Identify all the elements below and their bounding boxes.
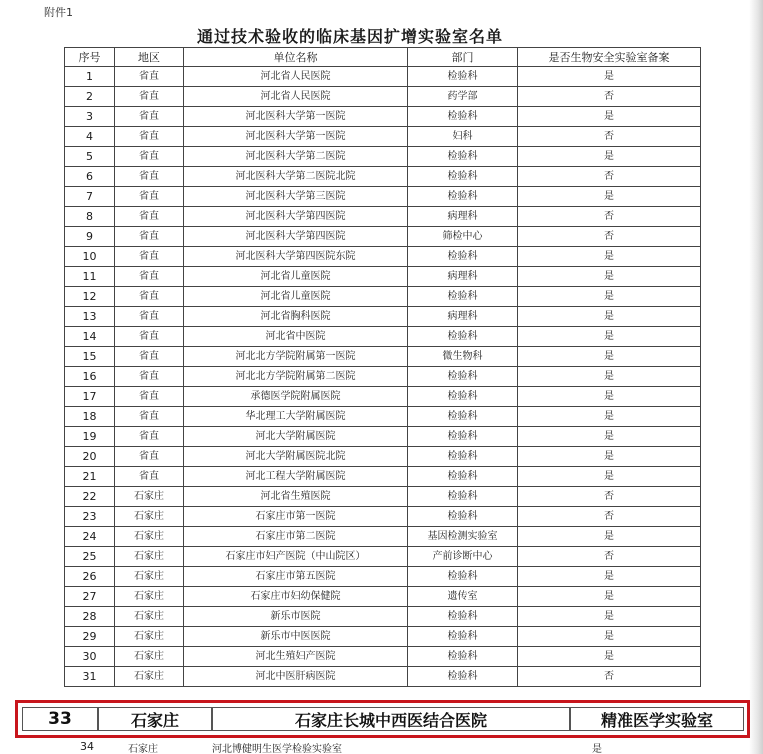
header-department: 部门 <box>408 48 518 67</box>
cell-region: 石家庄 <box>115 567 184 587</box>
cell-region: 石家庄 <box>115 627 184 647</box>
cell-biosafety-filing: 是 <box>518 447 701 467</box>
cell-biosafety-filing: 否 <box>518 167 701 187</box>
cell-department: 药学部 <box>408 87 518 107</box>
cell-department: 检验科 <box>408 507 518 527</box>
table-row <box>65 327 701 347</box>
table-row <box>65 507 701 527</box>
cell-biosafety-filing: 否 <box>518 667 701 687</box>
cell-unit-name: 河北省儿童医院 <box>184 287 408 307</box>
cell-region: 省直 <box>115 287 184 307</box>
cell-region: 石家庄 <box>115 527 184 547</box>
cell-biosafety-filing: 是 <box>518 287 701 307</box>
cell-biosafety-filing: 是 <box>518 187 701 207</box>
table-row <box>65 147 701 167</box>
cell-biosafety-filing: 是 <box>518 387 701 407</box>
cell-region: 省直 <box>115 347 184 367</box>
table-row <box>65 367 701 387</box>
row-34-region: 石家庄 <box>128 744 158 754</box>
header-region: 地区 <box>115 48 184 67</box>
cell-department: 病理科 <box>408 267 518 287</box>
cell-biosafety-filing: 否 <box>518 487 701 507</box>
table-row-34-partial <box>64 738 700 754</box>
table-row <box>65 427 701 447</box>
attachment-label: 附件1 <box>44 6 73 19</box>
cell-biosafety-filing: 是 <box>518 467 701 487</box>
cell-number: 1 <box>65 67 115 87</box>
highlight-department: 精准医学实验室 <box>570 707 744 731</box>
table-row <box>65 527 701 547</box>
cell-region: 省直 <box>115 167 184 187</box>
cell-unit-name: 河北省儿童医院 <box>184 267 408 287</box>
cell-biosafety-filing: 否 <box>518 227 701 247</box>
cell-number: 8 <box>65 207 115 227</box>
table-row <box>65 587 701 607</box>
header-unit-name: 单位名称 <box>184 48 408 67</box>
cell-department: 检验科 <box>408 107 518 127</box>
cell-biosafety-filing: 是 <box>518 247 701 267</box>
cell-department: 检验科 <box>408 487 518 507</box>
cell-biosafety-filing: 是 <box>518 67 701 87</box>
cell-department: 检验科 <box>408 167 518 187</box>
highlight-number: 33 <box>22 707 98 731</box>
cell-number: 6 <box>65 167 115 187</box>
cell-unit-name: 河北生殖妇产医院 <box>184 647 408 667</box>
cell-region: 省直 <box>115 127 184 147</box>
cell-biosafety-filing: 是 <box>518 407 701 427</box>
header-number: 序号 <box>65 48 115 67</box>
table-row <box>65 247 701 267</box>
cell-region: 省直 <box>115 67 184 87</box>
cell-region: 省直 <box>115 467 184 487</box>
cell-department: 妇科 <box>408 127 518 147</box>
laboratory-list-table <box>64 47 701 687</box>
table-row <box>65 387 701 407</box>
cell-department: 遗传室 <box>408 587 518 607</box>
cell-region: 省直 <box>115 227 184 247</box>
cell-biosafety-filing: 是 <box>518 587 701 607</box>
cell-biosafety-filing: 是 <box>518 567 701 587</box>
cell-number: 30 <box>65 647 115 667</box>
cell-department: 检验科 <box>408 387 518 407</box>
cell-unit-name: 石家庄市第一医院 <box>184 507 408 527</box>
cell-department: 微生物科 <box>408 347 518 367</box>
cell-unit-name: 石家庄市妇幼保健院 <box>184 587 408 607</box>
cell-unit-name: 石家庄市第五医院 <box>184 567 408 587</box>
cell-unit-name: 河北省人民医院 <box>184 87 408 107</box>
cell-region: 省直 <box>115 387 184 407</box>
cell-number: 31 <box>65 667 115 687</box>
table-row <box>65 547 701 567</box>
table-row <box>65 227 701 247</box>
table-row <box>65 667 701 687</box>
cell-department: 检验科 <box>408 447 518 467</box>
cell-biosafety-filing: 是 <box>518 147 701 167</box>
cell-number: 12 <box>65 287 115 307</box>
table-row <box>65 127 701 147</box>
cell-number: 2 <box>65 87 115 107</box>
cell-unit-name: 河北大学附属医院北院 <box>184 447 408 467</box>
cell-unit-name: 河北医科大学第三医院 <box>184 187 408 207</box>
table-row <box>65 407 701 427</box>
cell-unit-name: 河北大学附属医院 <box>184 427 408 447</box>
cell-unit-name: 承德医学院附属医院 <box>184 387 408 407</box>
cell-number: 18 <box>65 407 115 427</box>
cell-number: 19 <box>65 427 115 447</box>
cell-region: 省直 <box>115 407 184 427</box>
cell-region: 省直 <box>115 307 184 327</box>
cell-region: 石家庄 <box>115 667 184 687</box>
cell-department: 检验科 <box>408 667 518 687</box>
table-row <box>65 307 701 327</box>
cell-biosafety-filing: 否 <box>518 87 701 107</box>
cell-department: 检验科 <box>408 147 518 167</box>
cell-number: 11 <box>65 267 115 287</box>
cell-biosafety-filing: 是 <box>518 427 701 447</box>
cell-department: 检验科 <box>408 367 518 387</box>
cell-number: 28 <box>65 607 115 627</box>
highlight-region: 石家庄 <box>98 707 212 731</box>
cell-number: 25 <box>65 547 115 567</box>
cell-unit-name: 河北省中医院 <box>184 327 408 347</box>
cell-number: 20 <box>65 447 115 467</box>
cell-region: 省直 <box>115 367 184 387</box>
cell-department: 检验科 <box>408 247 518 267</box>
cell-number: 21 <box>65 467 115 487</box>
table-row <box>65 467 701 487</box>
cell-biosafety-filing: 否 <box>518 507 701 527</box>
table-row <box>65 207 701 227</box>
cell-biosafety-filing: 否 <box>518 127 701 147</box>
cell-number: 17 <box>65 387 115 407</box>
table-row <box>65 627 701 647</box>
cell-biosafety-filing: 是 <box>518 107 701 127</box>
cell-region: 省直 <box>115 147 184 167</box>
cell-department: 基因检测实验室 <box>408 527 518 547</box>
table-row <box>65 447 701 467</box>
cell-unit-name: 河北北方学院附属第二医院 <box>184 367 408 387</box>
cell-department: 检验科 <box>408 187 518 207</box>
cell-unit-name: 河北医科大学第四医院东院 <box>184 247 408 267</box>
cell-region: 省直 <box>115 247 184 267</box>
cell-number: 22 <box>65 487 115 507</box>
cell-unit-name: 河北省生殖医院 <box>184 487 408 507</box>
table-row <box>65 647 701 667</box>
cell-department: 检验科 <box>408 467 518 487</box>
cell-department: 检验科 <box>408 607 518 627</box>
table-row <box>65 187 701 207</box>
cell-region: 省直 <box>115 447 184 467</box>
highlighted-row-callout <box>15 700 750 738</box>
cell-department: 检验科 <box>408 567 518 587</box>
cell-region: 省直 <box>115 107 184 127</box>
table-row <box>65 67 701 87</box>
table-row <box>65 287 701 307</box>
cell-department: 筛检中心 <box>408 227 518 247</box>
table-row <box>65 107 701 127</box>
cell-unit-name: 河北医科大学第二医院 <box>184 147 408 167</box>
cell-number: 15 <box>65 347 115 367</box>
cell-number: 7 <box>65 187 115 207</box>
cell-department: 检验科 <box>408 67 518 87</box>
cell-biosafety-filing: 是 <box>518 607 701 627</box>
table-body <box>65 67 701 687</box>
cell-department: 病理科 <box>408 207 518 227</box>
cell-region: 省直 <box>115 267 184 287</box>
cell-biosafety-filing: 是 <box>518 647 701 667</box>
cell-number: 5 <box>65 147 115 167</box>
cell-department: 产前诊断中心 <box>408 547 518 567</box>
scan-edge-shadow <box>749 0 763 754</box>
cell-region: 石家庄 <box>115 587 184 607</box>
cell-biosafety-filing: 是 <box>518 327 701 347</box>
table-row <box>65 87 701 107</box>
cell-department: 检验科 <box>408 287 518 307</box>
cell-unit-name: 河北医科大学第四医院 <box>184 227 408 247</box>
table-row <box>65 487 701 507</box>
cell-unit-name: 河北省人民医院 <box>184 67 408 87</box>
cell-biosafety-filing: 否 <box>518 207 701 227</box>
cell-biosafety-filing: 是 <box>518 527 701 547</box>
cell-unit-name: 新乐市医院 <box>184 607 408 627</box>
cell-unit-name: 河北医科大学第四医院 <box>184 207 408 227</box>
cell-unit-name: 华北理工大学附属医院 <box>184 407 408 427</box>
table-row <box>65 567 701 587</box>
table-row <box>65 267 701 287</box>
cell-number: 24 <box>65 527 115 547</box>
cell-number: 16 <box>65 367 115 387</box>
cell-department: 病理科 <box>408 307 518 327</box>
cell-number: 29 <box>65 627 115 647</box>
cell-region: 省直 <box>115 87 184 107</box>
cell-number: 10 <box>65 247 115 267</box>
row-34-number: 34 <box>80 740 94 753</box>
cell-biosafety-filing: 否 <box>518 547 701 567</box>
table-row <box>65 167 701 187</box>
cell-unit-name: 河北医科大学第一医院 <box>184 107 408 127</box>
cell-region: 省直 <box>115 427 184 447</box>
cell-region: 石家庄 <box>115 547 184 567</box>
table-row <box>65 607 701 627</box>
cell-region: 石家庄 <box>115 607 184 627</box>
cell-number: 27 <box>65 587 115 607</box>
cell-number: 9 <box>65 227 115 247</box>
cell-region: 省直 <box>115 187 184 207</box>
cell-unit-name: 河北中医肝病医院 <box>184 667 408 687</box>
cell-biosafety-filing: 是 <box>518 267 701 287</box>
cell-unit-name: 河北北方学院附属第一医院 <box>184 347 408 367</box>
cell-department: 检验科 <box>408 647 518 667</box>
row-34-unit: 河北博健明生医学检验实验室 <box>212 744 342 754</box>
cell-unit-name: 河北工程大学附属医院 <box>184 467 408 487</box>
cell-department: 检验科 <box>408 327 518 347</box>
highlight-unit-name: 石家庄长城中西医结合医院 <box>212 707 570 731</box>
cell-unit-name: 新乐市中医医院 <box>184 627 408 647</box>
cell-unit-name: 石家庄市第二医院 <box>184 527 408 547</box>
cell-unit-name: 河北医科大学第二医院北院 <box>184 167 408 187</box>
cell-region: 省直 <box>115 207 184 227</box>
page-title: 通过技术验收的临床基因扩增实验室名单 <box>196 27 503 46</box>
table-row <box>65 347 701 367</box>
cell-department: 检验科 <box>408 627 518 647</box>
cell-number: 14 <box>65 327 115 347</box>
cell-number: 3 <box>65 107 115 127</box>
cell-number: 26 <box>65 567 115 587</box>
cell-number: 4 <box>65 127 115 147</box>
cell-biosafety-filing: 是 <box>518 627 701 647</box>
table-header-row <box>65 48 701 67</box>
row-34-filing: 是 <box>592 744 602 754</box>
cell-biosafety-filing: 是 <box>518 307 701 327</box>
cell-unit-name: 石家庄市妇产医院（中山院区） <box>184 547 408 567</box>
cell-region: 石家庄 <box>115 647 184 667</box>
cell-unit-name: 河北医科大学第一医院 <box>184 127 408 147</box>
cell-region: 省直 <box>115 327 184 347</box>
cell-region: 石家庄 <box>115 487 184 507</box>
cell-department: 检验科 <box>408 407 518 427</box>
cell-number: 13 <box>65 307 115 327</box>
cell-unit-name: 河北省胸科医院 <box>184 307 408 327</box>
cell-biosafety-filing: 是 <box>518 367 701 387</box>
cell-biosafety-filing: 是 <box>518 347 701 367</box>
cell-region: 石家庄 <box>115 507 184 527</box>
header-biosafety-filing: 是否生物安全实验室备案 <box>518 48 701 67</box>
cell-number: 23 <box>65 507 115 527</box>
cell-department: 检验科 <box>408 427 518 447</box>
